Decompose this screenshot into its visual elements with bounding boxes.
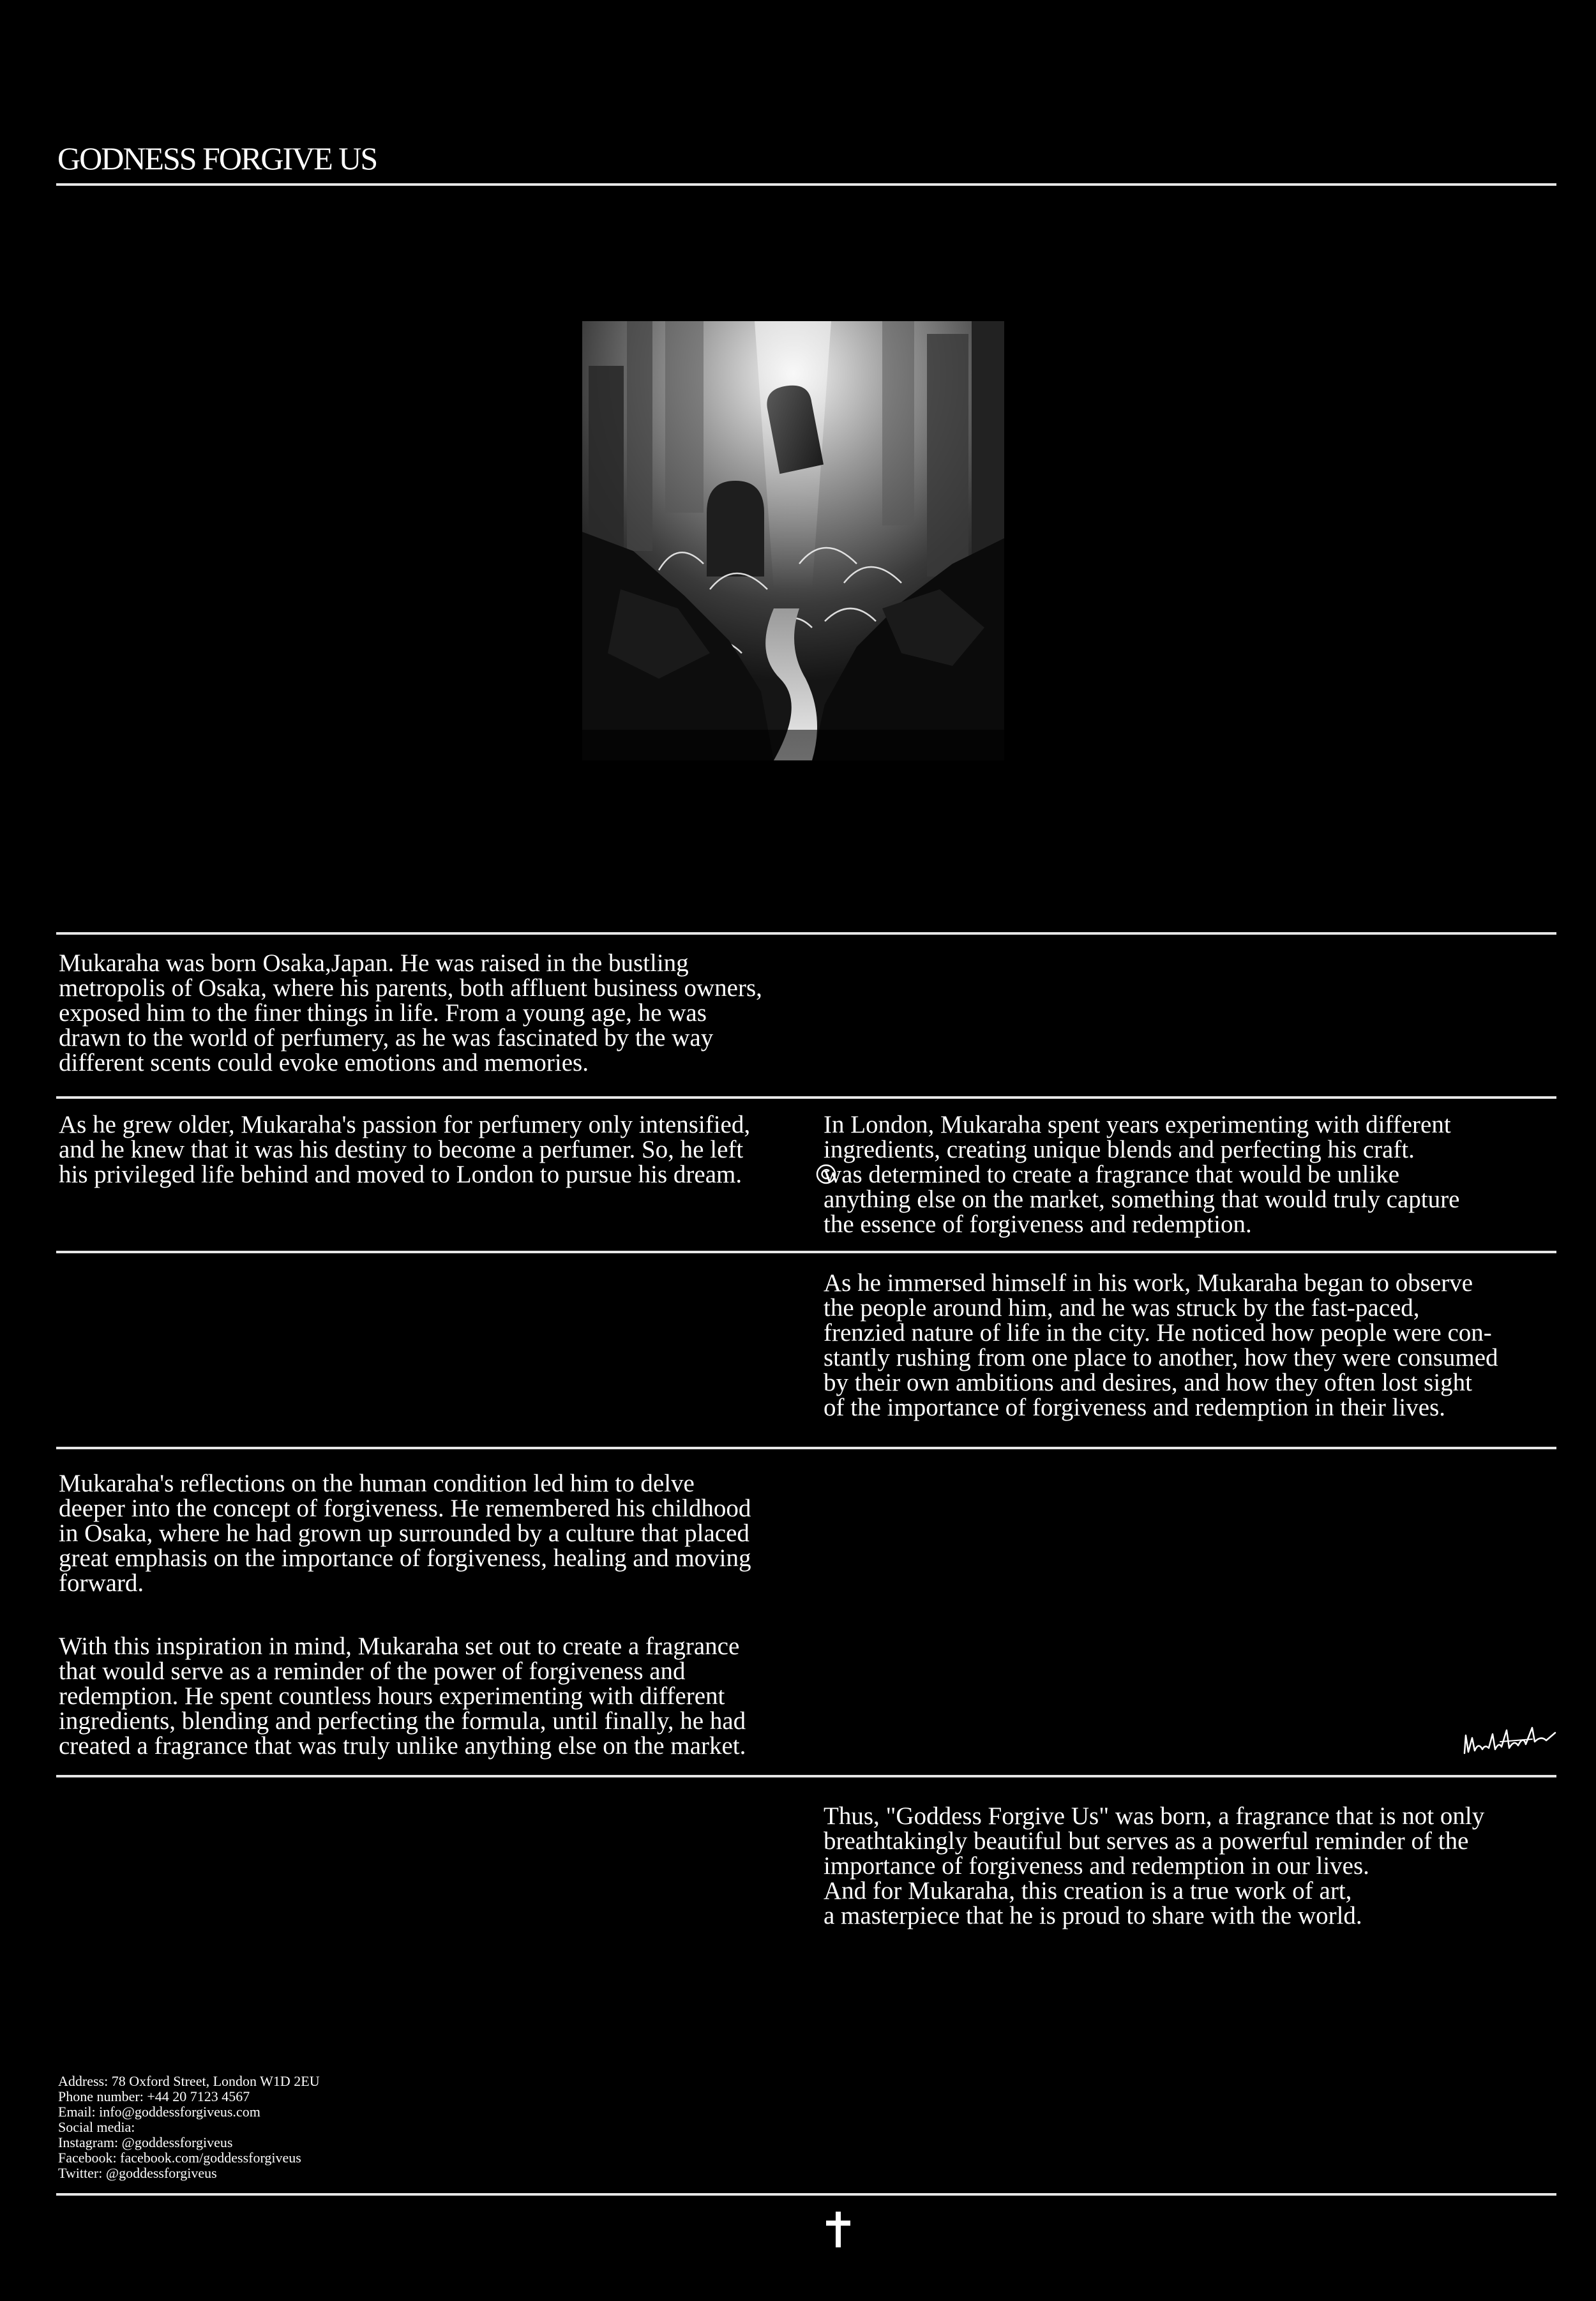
section-divider-1: [56, 932, 1556, 935]
header-divider: [56, 183, 1556, 186]
page-title: GODNESS FORGIVE US: [57, 140, 377, 176]
section-divider-4: [56, 1447, 1556, 1449]
section-divider-3: [56, 1251, 1556, 1253]
section-divider-2: [56, 1096, 1556, 1099]
footer-divider: [56, 2193, 1556, 2196]
copyright-stamp-icon: [815, 1163, 837, 1185]
story-paragraph-observation: As he immersed himself in his work, Mukaraha began to observe the people around him, and he was struck by the fast-paced, frenzied nature of life in the city. He noticed how people were con- stantly rushing from one place to another, how they were consumed by their own ambitions and desires, and how they often lost sight of the importance of forgiveness and redemption in their lives.: [824, 1269, 1498, 1421]
story-paragraph-london: In London, Mukaraha spent years experimenting with different ingredients, creating unique blends and perfecting his craft. was determined to create a fragrance that would be unlike anything else on the market, something that would truly capture the essence of forgiveness and redemption.: [824, 1111, 1460, 1238]
footer-contact-info: Address: 78 Oxford Street, London W1D 2EU Phone number: +44 20 7123 4567 Email: info@goddessforgiveus.com Social media: Instagram: @goddessforgiveus Facebook: facebook.com/goddessforgiveus Twitter: @goddessforgiveus: [58, 2073, 320, 2181]
section-divider-5: [56, 1775, 1556, 1777]
hero-artwork: [582, 321, 1004, 760]
story-paragraph-birth: Mukaraha was born Osaka,Japan. He was raised in the bustling metropolis of Osaka, where his parents, both affluent business owners, exposed him to the finer things in life. From a young age, he was drawn to the world of perfumery, as he was fascinated by the way different scents could evoke emotions and memories.: [59, 949, 762, 1076]
cross-icon: [822, 2210, 854, 2249]
story-paragraph-passion: As he grew older, Mukaraha's passion for perfumery only intensified, and he knew that it was his destiny to become a perfumer. So, he left his privileged life behind and moved to London to pursue his dream.: [59, 1111, 751, 1188]
signature-icon: [1462, 1716, 1558, 1762]
story-paragraph-reflection: Mukaraha's reflections on the human condition led him to delve deeper into the concept of forgiveness. He remembered his childhood in Osaka, where he had grown up surrounded by a culture that placed great emphasis on the importance of forgiveness, healing and moving forward.: [59, 1470, 751, 1597]
story-paragraph-inspiration: With this inspiration in mind, Mukaraha set out to create a fragrance that would serve as a reminder of the power of forgiveness and redemption. He spent countless hours experimenting with different ingredients, blending and perfecting the formula, until finally, he had created a fragrance that was truly unlike anything else on the market.: [59, 1633, 746, 1760]
hero-artwork-svg: [582, 321, 1004, 760]
story-paragraph-conclusion: Thus, "Goddess Forgive Us" was born, a fragrance that is not only breathtakingly beautiful but serves as a powerful reminder of the importance of forgiveness and redemption in our lives. And for Mukaraha, this creation is a true work of art, a masterpiece that he is proud to share with the world.: [824, 1802, 1485, 1929]
